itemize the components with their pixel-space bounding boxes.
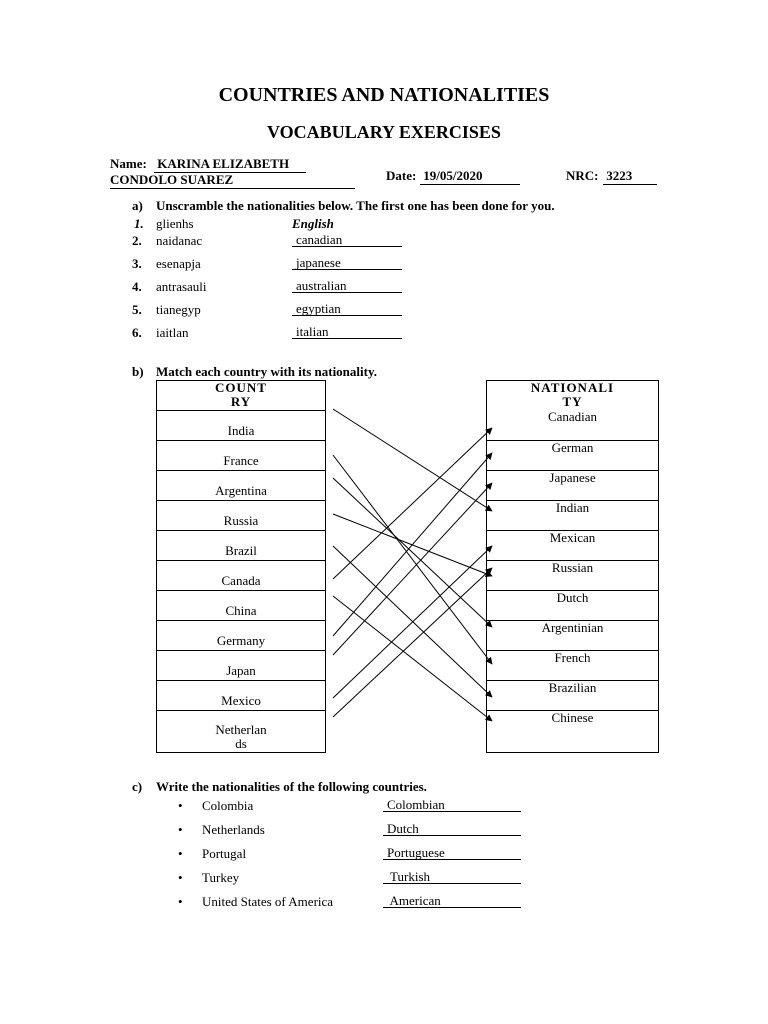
country-label: Japan (226, 663, 256, 678)
nationality-label: Argentinian (541, 620, 604, 635)
item-a1-scrambled: glienhs (156, 216, 194, 231)
date-value: 19/05/2020 (420, 168, 520, 185)
match-line-germany (333, 453, 492, 636)
nationality-label: Canadian (547, 409, 598, 424)
name-label: Name: (110, 156, 147, 171)
match-line-france (333, 455, 492, 664)
item-a3-answer[interactable]: japanese (292, 255, 402, 270)
country-header-line1: COUNT (215, 380, 267, 395)
nationality-header-line2: TY (562, 394, 583, 409)
item-c1-country: Colombia (202, 798, 254, 813)
country-label: France (223, 453, 259, 468)
item-a3-scrambled: esenapja (156, 256, 201, 271)
country-label: Mexico (221, 693, 261, 708)
match-line-netherlands (333, 568, 492, 717)
item-a5-scrambled: tianegyp (156, 302, 201, 317)
date-label: Date: (386, 168, 417, 183)
item-a4-answer[interactable]: australian (292, 278, 402, 293)
item-a2-answer[interactable]: canadian (292, 232, 402, 247)
country-label-part2: ds (235, 736, 247, 751)
country-label: Germany (216, 633, 266, 648)
item-c2-answer[interactable]: Dutch (383, 821, 521, 836)
item-c4-answer[interactable]: Turkish (383, 869, 521, 884)
match-line-canada (333, 428, 492, 579)
item-a2-number: 2. (132, 233, 142, 248)
item-a6-scrambled: iaitlan (156, 325, 189, 340)
name-value-line2: CONDOLO SUAREZ (110, 172, 355, 189)
item-a3-number: 3. (132, 256, 142, 271)
item-a5-number: 5. (132, 302, 142, 317)
country-label: Brazil (225, 543, 257, 558)
section-c-prompt: Write the nationalities of the following countries. (156, 779, 427, 794)
item-c1-answer[interactable]: Colombian (383, 797, 521, 812)
section-b-prompt: Match each country with its nationality. (156, 364, 377, 379)
item-c3-country: Portugal (202, 846, 247, 861)
nationality-label: Indian (555, 500, 590, 515)
nationality-label: Mexican (549, 530, 596, 545)
bullet-icon: • (178, 870, 183, 885)
page-title: COUNTRIES AND NATIONALITIES (218, 84, 550, 106)
match-line-china (333, 596, 492, 721)
nrc-value: 3223 (603, 168, 657, 185)
item-a4-scrambled: antrasauli (156, 279, 207, 294)
nationality-label: Chinese (551, 710, 594, 725)
item-a6-number: 6. (132, 325, 142, 340)
country-label: India (227, 423, 255, 438)
bullet-icon: • (178, 894, 183, 909)
country-label: China (225, 603, 257, 618)
section-c-letter: c) (132, 779, 143, 794)
country-label: Canada (221, 573, 261, 588)
item-a1-answer: English (292, 216, 334, 231)
bullet-icon: • (178, 798, 183, 813)
item-a2-scrambled: naidanac (156, 233, 203, 248)
section-a-letter: a) (132, 198, 143, 213)
item-a6-answer[interactable]: italian (292, 324, 402, 339)
item-a5-answer[interactable]: egyptian (292, 301, 402, 316)
item-c2-country: Netherlands (202, 822, 265, 837)
item-c5-country: United States of America (202, 894, 334, 909)
bullet-icon: • (178, 846, 183, 861)
name-value-line1: KARINA ELIZABETH (154, 156, 306, 173)
country-label: Russia (223, 513, 259, 528)
nationality-label: Russian (551, 560, 594, 575)
nationality-label: French (554, 650, 591, 665)
item-a1-number: 1. (134, 216, 144, 231)
nationality-label: Dutch (556, 590, 589, 605)
match-line-india (333, 409, 492, 511)
nationality-label: Brazilian (548, 680, 597, 695)
nationality-header-line1: NATIONALI (530, 380, 615, 395)
match-line-argentina (333, 478, 492, 627)
page-subtitle: VOCABULARY EXERCISES (267, 122, 501, 142)
nationality-label: Japanese (549, 470, 596, 485)
item-c4-country: Turkey (202, 870, 240, 885)
section-b-letter: b) (132, 364, 144, 379)
country-label-part1: Netherlan (215, 722, 267, 737)
item-a4-number: 4. (132, 279, 142, 294)
bullet-icon: • (178, 822, 183, 837)
nationality-label: German (551, 440, 594, 455)
item-c3-answer[interactable]: Portuguese (383, 845, 521, 860)
country-header-line2: RY (230, 394, 252, 409)
nrc-label: NRC: (566, 168, 599, 183)
section-a-prompt: Unscramble the nationalities below. The first one has been done for you. (156, 198, 555, 213)
country-label: Argentina (215, 483, 267, 498)
item-c5-answer[interactable]: American (383, 893, 521, 908)
